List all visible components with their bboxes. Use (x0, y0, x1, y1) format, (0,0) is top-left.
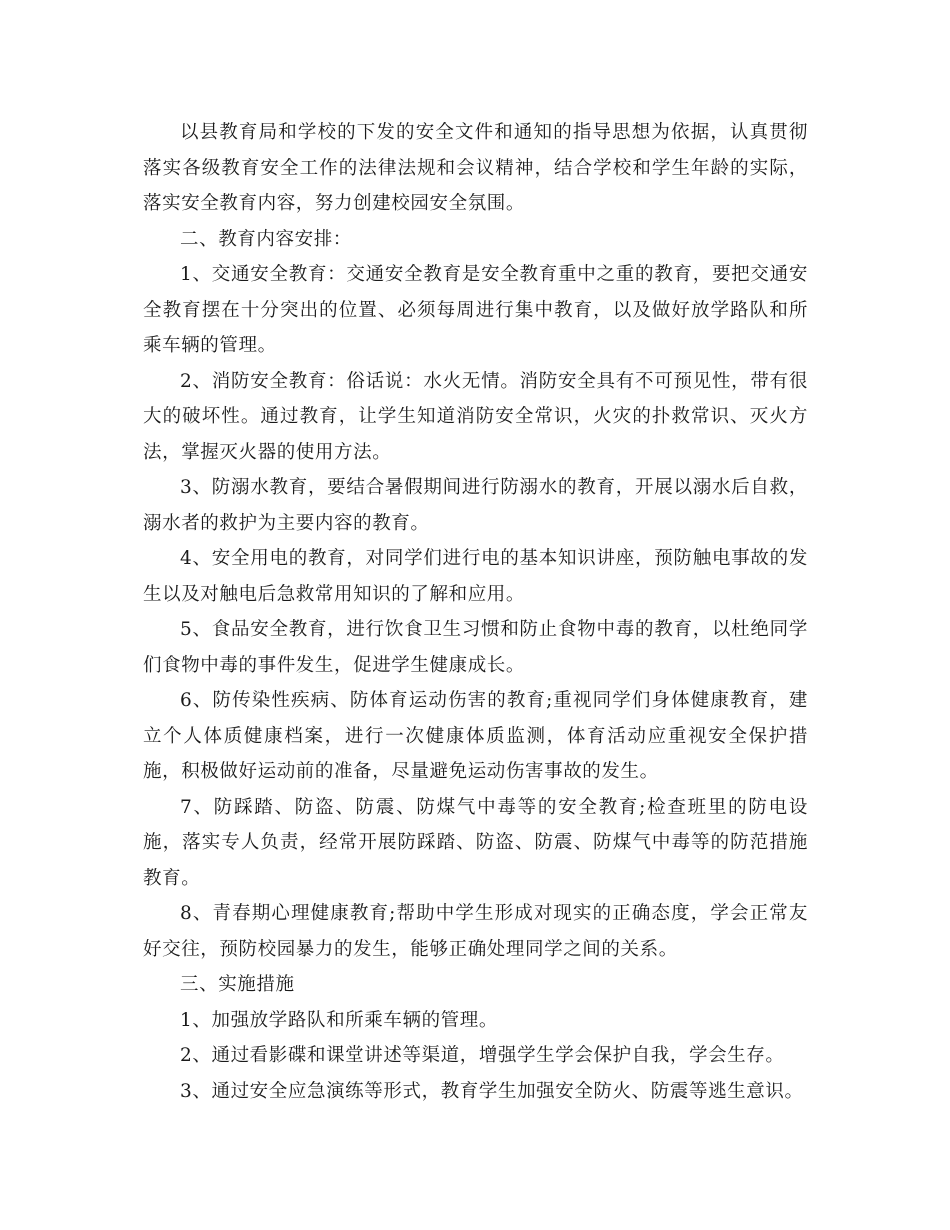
paragraph-drowning-prevention: 3、防溺水教育，要结合暑假期间进行防溺水的教育，开展以溺水后自救，溺水者的救护为主要内容的教育。 (143, 477, 808, 534)
paragraph-measure-1: 1、加强放学路队和所乘车辆的管理。 (180, 1009, 498, 1031)
paragraph-stampede-theft-quake-gas: 7、防踩踏、防盗、防震、防煤气中毒等的安全教育;检查班里的防电设施，落实专人负责，经常开展防踩踏、防盗、防震、防煤气中毒等的防范措施教育。 (143, 796, 808, 889)
paragraph-fire-safety: 2、消防安全教育：俗话说：水火无情。消防安全具有不可预见性，带有很大的破坏性。通过教育，让学生知道消防安全常识，火灾的扑救常识、灭火方法，掌握灭火器的使用方法。 (143, 370, 808, 463)
paragraph-traffic-safety: 1、交通安全教育：交通安全教育是安全教育重中之重的教育，要把交通安全教育摆在十分突出的位置、必须每周进行集中教育，以及做好放学路队和所乘车辆的管理。 (143, 264, 808, 356)
paragraph-food-safety: 5、食品安全教育，进行饮食卫生习惯和防止食物中毒的教育，以杜绝同学们食物中毒的事件发生，促进学生健康成长。 (143, 619, 808, 676)
paragraph-disease-sports-injury: 6、防传染性疾病、防体育运动伤害的教育;重视同学们身体健康教育，建立个人体质健康档案，进行一次健康体质监测，体育活动应重视安全保护措施，积极做好运动前的准备，尽量避免运动伤害事故的发生。 (143, 690, 808, 782)
section-heading-measures: 三、实施措施 (180, 974, 295, 995)
paragraph-measure-3: 3、通过安全应急演练等形式，教育学生加强安全防火、防震等逃生意识。 (180, 1080, 804, 1102)
section-heading-content-arrangement: 二、教育内容安排： (180, 228, 352, 250)
paragraph-adolescent-mental-health: 8、青春期心理健康教育;帮助中学生形成对现实的正确态度，学会正常友好交往，预防校园暴力的发生，能够正确处理同学之间的关系。 (143, 903, 808, 960)
paragraph-electrical-safety: 4、安全用电的教育，对同学们进行电的基本知识讲座，预防触电事故的发生以及对触电后急救常用知识的了解和应用。 (143, 548, 808, 605)
paragraph-measure-2: 2、通过看影碟和课堂讲述等渠道，增强学生学会保护自我，学会生存。 (180, 1045, 785, 1066)
paragraph-guiding-principle: 以县教育局和学校的下发的安全文件和通知的指导思想为依据，认真贯彻落实各级教育安全工作的法律法规和会议精神，结合学校和学生年龄的实际，落实安全教育内容，努力创建校园安全氛围。 (143, 122, 808, 214)
document-body (143, 115, 808, 1109)
